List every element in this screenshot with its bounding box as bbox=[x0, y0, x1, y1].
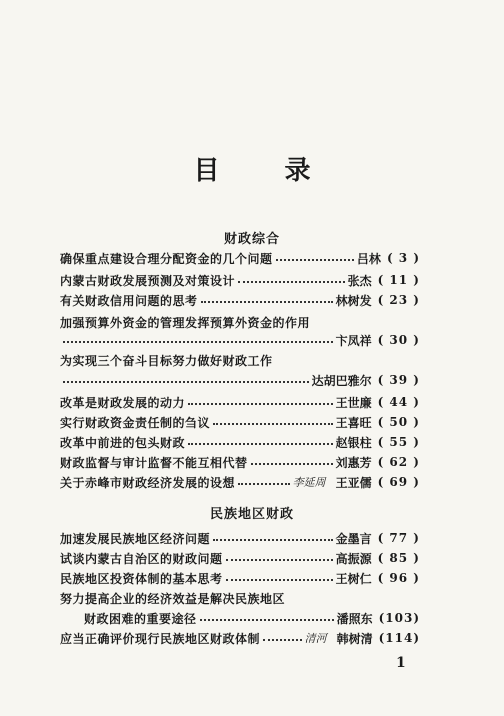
entry-page: ( 11 ) bbox=[377, 273, 420, 287]
entry-author: 韩树清 bbox=[336, 631, 373, 646]
entry-page: (114) bbox=[378, 631, 420, 645]
entry-author: 潘照东 bbox=[336, 611, 373, 626]
entry-title: 试谈内蒙古自治区的财政问题 bbox=[60, 551, 223, 566]
entry-author: 卞凤祥 bbox=[335, 333, 372, 348]
entry-title: 内蒙古财政发展预测及对策设计 bbox=[60, 273, 236, 288]
leader-dots bbox=[251, 463, 333, 465]
entry-author: 吕林 bbox=[356, 251, 381, 266]
entry-title: 实行财政资金责任制的刍议 bbox=[60, 415, 211, 430]
entry-title: 关于赤峰市财政经济发展的设想 bbox=[60, 475, 236, 490]
entry-author: 王亚儒 bbox=[335, 475, 372, 490]
entry-page: ( 55 ) bbox=[377, 435, 420, 449]
leader-dots bbox=[63, 341, 333, 343]
entry-author: 王世廉 bbox=[335, 395, 372, 410]
toc-entry[interactable] bbox=[60, 270, 420, 290]
leader-dots bbox=[213, 539, 333, 541]
entry-title: 改革是财政发展的动力 bbox=[60, 395, 186, 410]
entry-page: ( 69 ) bbox=[377, 475, 420, 489]
entry-title[interactable]: 为实现三个奋斗目标努力做好财政工作 bbox=[60, 353, 273, 368]
entry-author: 王喜旺 bbox=[335, 415, 372, 430]
toc-entry[interactable] bbox=[60, 370, 420, 390]
toc-entry[interactable] bbox=[60, 392, 420, 412]
entry-page: ( 85 ) bbox=[377, 551, 420, 565]
entry-title: 民族地区投资体制的基本思考 bbox=[60, 571, 223, 586]
entry-page: (103) bbox=[378, 611, 420, 625]
toc-entry[interactable] bbox=[60, 472, 420, 492]
toc-entry[interactable] bbox=[84, 608, 420, 628]
entry-title: 改革中前进的包头财政 bbox=[60, 435, 186, 450]
entry-title: 加速发展民族地区经济问题 bbox=[60, 531, 211, 546]
entry-author: 达胡巴雅尔 bbox=[311, 373, 372, 388]
toc-entry[interactable] bbox=[60, 628, 420, 648]
leader-dots bbox=[200, 619, 334, 621]
entry-author: 金墨言 bbox=[335, 531, 372, 546]
toc-entry[interactable] bbox=[60, 568, 420, 588]
entry-author: 张杰 bbox=[347, 273, 372, 288]
leader-dots bbox=[188, 403, 333, 405]
entry-page: ( 23 ) bbox=[377, 293, 420, 307]
leader-dots bbox=[238, 281, 345, 283]
entry-page: ( 39 ) bbox=[377, 373, 420, 387]
toc-entry[interactable] bbox=[60, 330, 420, 350]
entry-author: 刘惠芳 bbox=[335, 455, 372, 470]
toc-entry[interactable] bbox=[60, 548, 420, 568]
leader-dots bbox=[63, 381, 309, 383]
entry-title: 确保重点建设合理分配资金的几个问题 bbox=[60, 251, 273, 266]
entry-page: ( 62 ) bbox=[377, 455, 420, 469]
entry-page: ( 3 ) bbox=[386, 251, 420, 265]
toc-entry[interactable] bbox=[60, 290, 420, 310]
page-title: 目 录 bbox=[193, 156, 339, 186]
entry-coauthor: 李延周 bbox=[292, 476, 326, 489]
leader-dots bbox=[276, 259, 354, 261]
section-heading-ethnic-regions: 民族地区财政 bbox=[209, 507, 294, 522]
entry-author: 赵银柱 bbox=[335, 435, 372, 450]
toc-entry[interactable] bbox=[60, 248, 420, 268]
entry-author: 王树仁 bbox=[335, 571, 372, 586]
entry-title: 应当正确评价现行民族地区财政体制 bbox=[60, 631, 261, 646]
entry-title: 财政监督与审计监督不能互相代替 bbox=[60, 455, 248, 470]
entry-title[interactable]: 努力提高企业的经济效益是解决民族地区 bbox=[60, 591, 286, 606]
leader-dots bbox=[226, 559, 333, 561]
leader-dots bbox=[263, 639, 302, 641]
leader-dots bbox=[238, 483, 290, 485]
entry-title[interactable]: 加强预算外资金的管理发挥预算外资金的作用 bbox=[60, 315, 311, 330]
entry-author: 林树发 bbox=[335, 293, 372, 308]
leader-dots bbox=[213, 423, 333, 425]
entry-title: 有关财政信用问题的思考 bbox=[60, 293, 198, 308]
toc-entry[interactable] bbox=[60, 528, 420, 548]
leader-dots bbox=[188, 443, 333, 445]
entry-page: ( 77 ) bbox=[377, 531, 420, 545]
leader-dots bbox=[201, 301, 333, 303]
toc-entry[interactable] bbox=[60, 452, 420, 472]
toc-entry[interactable] bbox=[60, 432, 420, 452]
entry-page: ( 50 ) bbox=[377, 415, 420, 429]
entry-author: 高振源 bbox=[335, 551, 372, 566]
entry-title-continued: 财政困难的重要途径 bbox=[84, 611, 197, 626]
page-number: 1 bbox=[396, 655, 406, 671]
section-heading-finance-general: 财政综合 bbox=[223, 232, 280, 247]
entry-page: ( 30 ) bbox=[377, 333, 420, 347]
entry-coauthor: 清河 bbox=[304, 632, 327, 645]
entry-page: ( 44 ) bbox=[377, 395, 420, 409]
leader-dots bbox=[226, 579, 333, 581]
toc-entry[interactable] bbox=[60, 412, 420, 432]
entry-page: ( 96 ) bbox=[377, 571, 420, 585]
